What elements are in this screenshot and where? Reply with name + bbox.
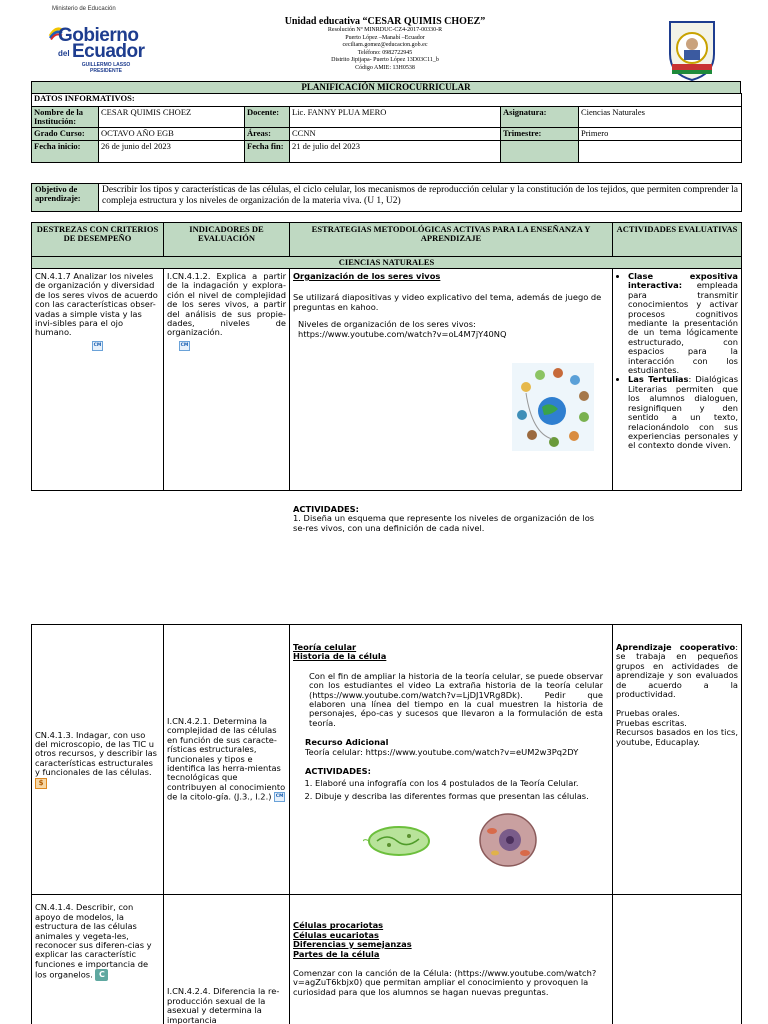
school-seal-icon xyxy=(666,18,718,82)
strategy-cell xyxy=(290,269,613,533)
skill-cell xyxy=(32,625,164,895)
start-date-value: 26 de junio del 2023 xyxy=(99,140,245,162)
strategy-text: Con el fin de ampliar la historia de la teoría celular, se puede observar con los estudiantes el video La extraña historia de la teoría celular (https://www.youtube.com/watch?v=LjDJ1VRg8Dk). Pedir que elaboren una línea del tiempo en la cual muestren la historia de personajes, épo-cas y sucesos que llevaron a la formulación de esta teoría. xyxy=(309,670,603,728)
teacher-label: Docente: xyxy=(245,106,290,127)
district-line: Distrito Jipijapa- Puerto López 13D03C11_b xyxy=(331,57,439,63)
skill-text: CN.4.1.3. Indagar, con uso del microscopio, de las TIC u otros recursos, y describir las características estructurales y funcionales de las células. xyxy=(35,729,158,778)
location-line: Puerto López –Manabí –Ecuador xyxy=(345,34,425,41)
skill-text: CN.4.1.7 Analizar los niveles de organización y diversidad de los seres vivos de acuerdo con las características obser-vadas a simple vista y las invi-sibles para el ojo humano. xyxy=(35,271,158,338)
video-link[interactable]: https://www.youtube.com/watch?v=oL4M7jY40NQ xyxy=(298,328,507,339)
amie-line: Código AMIE: 13H0538 xyxy=(355,64,415,71)
prokaryote-cell-image xyxy=(363,819,435,863)
resolution-line: Resolución Nº MINRDUC-CZ4-2017-00330-R xyxy=(327,27,443,33)
strategy-cell xyxy=(290,895,613,1024)
strategy-title-1: Teoría celular xyxy=(293,642,357,652)
cc-badge-icon: C xyxy=(95,969,108,981)
video-label: Niveles de organización de los seres vivos: xyxy=(298,319,476,330)
school-header xyxy=(250,16,520,72)
cm-badge-icon: CM xyxy=(274,792,285,802)
resource-title: Recurso Adicional xyxy=(305,737,389,748)
cm-badge-icon: CM xyxy=(92,341,103,351)
activity-item: 2. Dibuje y describa las diferentes formas que presentan las células. xyxy=(315,792,609,801)
skill-text: CN.4.1.4. Describir, con apoyo de modelos, la estructura de las células animales y vegeta-les, reconocer sus diferen-cias y explicar las característic funciones e importancia de los organelos. xyxy=(35,902,152,980)
school-name: Unidad educativa “CESAR QUIMIS CHOEZ” xyxy=(284,16,486,27)
col-header-activities: ACTIVIDADES EVALUATIVAS xyxy=(613,223,742,257)
song-text: Comenzar con la canción de la Célula: (https://www.youtube.com/watch?v=agZuT6kbjx0) que permitan ampliar el conocimiento y provoquen la curiosidad para que los alumnos se hagan nuevas preguntas. xyxy=(293,967,597,997)
objective-text: Describir los tipos y características de las células, el ciclo celular, los mecanismos de reproducción celular y la constitución de los tejidos, que permiten comprender la compleja estructura y los niveles de organización de la materia viva. (U 1, U2) xyxy=(99,184,742,212)
institution-label: Nombre de la Institución: xyxy=(32,106,99,127)
gobierno-wordmark: Gobierno xyxy=(58,25,139,46)
strategy-intro: Se utilizará diapositivas y video explicativo del tema, además de juego de preguntas en kahoo. xyxy=(293,292,602,312)
strategy-title: Organización de los seres vivos xyxy=(293,271,441,281)
eval-line: Recursos basados en los tics, youtube, Educaplay. xyxy=(616,727,738,747)
planning-table-continued xyxy=(31,624,742,1024)
end-date-value: 21 de julio del 2023 xyxy=(290,140,501,162)
info-section-label: DATOS INFORMATIVOS: xyxy=(32,93,742,106)
planning-table xyxy=(31,222,742,533)
ecuador-wordmark: Ecuador xyxy=(72,41,145,62)
topic-item: Diferencias y semejanzas xyxy=(293,939,412,950)
indicator-text: I.CN.4.2.4. Diferencia la re-producción sexual de la asexual y determina la importancia xyxy=(167,986,280,1024)
eval-1-text: empleada para transmitir conocimientos y activar procesos cognitivos mediante la presentación de un tema lógicamente estructurado, con espacios para la interacción con los estudiantes. xyxy=(628,280,738,376)
eval-text: se trabaja en pequeños grupos en actividades de aprendizaje y son evaluados de acuerdo a la productividad. xyxy=(616,651,738,700)
gobierno-del: del xyxy=(58,49,70,58)
topic-item: Células procariotas xyxy=(293,920,384,931)
skill-cell xyxy=(32,895,164,1024)
evaluation-cell xyxy=(613,895,742,1024)
organization-levels-image xyxy=(512,363,594,451)
topic-item: Células eucariotas xyxy=(293,929,379,940)
email-line: ceciliam.gomez@educacion.gob.ec xyxy=(342,42,428,48)
skill-cell xyxy=(32,269,164,491)
term-value: Primero xyxy=(579,127,742,140)
activity-1: 1. Diseña un esquema que represente los niveles de organización de los se-res vivos, con una definición de cada nivel. xyxy=(293,513,595,533)
eval-line: Pruebas orales. xyxy=(616,708,680,719)
phone-line: Teléfono: 0982722945 xyxy=(357,49,413,56)
activity-item: 1. Elaboré una infografía con los 4 postulados de la Teoría Celular. xyxy=(315,779,609,788)
objective-table xyxy=(31,183,742,212)
info-table xyxy=(31,93,742,163)
grade-value: OCTAVO AÑO EGB xyxy=(99,127,245,140)
evaluation-cell: • Clase expositiva interactiva: empleada para transmitir conocimientos y activar procesos cognitivos mediante la presentación de un tema lógicamente estructurado, con espacios para la interacción con los estudiantes. • Las Tertulias: Dialógicas Literarias permiten que los alumnos dialoguen, resignifiquen y den sentido a un texto, relacionándolo con sus experiencias personales y el contexto donde viven. xyxy=(613,269,742,491)
indicator-cell xyxy=(164,269,290,491)
activities-title: ACTIVIDADES: xyxy=(305,766,371,777)
areas-label: Áreas: xyxy=(245,127,290,140)
grade-label: Grado Curso: xyxy=(32,127,99,140)
cs-badge-icon: $ xyxy=(35,778,47,789)
president-label: GUILLERMO LASSO PRESIDENTE xyxy=(81,62,131,74)
eval-title: Aprendizaje cooperativo xyxy=(616,642,736,652)
col-header-strategies: ESTRATEGIAS METODOLÓGICAS ACTIVAS PARA LA ENSEÑANZA Y APRENDIZAJE xyxy=(290,223,613,257)
end-date-label: Fecha fin: xyxy=(245,140,290,162)
subject-band: CIENCIAS NATURALES xyxy=(32,257,742,269)
eval-line: Pruebas escritas. xyxy=(616,717,687,728)
objective-label: Objetivo de aprendizaje: xyxy=(32,184,99,212)
institution-value: CESAR QUIMIS CHOEZ xyxy=(99,106,245,127)
empty-cell xyxy=(501,140,579,162)
indicator-cell xyxy=(164,895,290,1024)
eval-1-title: Clase expositiva interactiva: xyxy=(628,271,738,291)
eval-2-text: Dialógicas Literarias permiten que los alumnos dialoguen, resignifiquen y den sentido a un texto, relacionándolo con sus experiencias personales y el contexto donde viven. xyxy=(628,374,739,451)
topic-item: Partes de la célula xyxy=(293,948,380,959)
empty-cell xyxy=(579,140,742,162)
strategy-cell xyxy=(290,625,613,895)
start-date-label: Fecha inicio: xyxy=(32,140,99,162)
strategy-title-2: Historia de la célula xyxy=(293,651,387,662)
ministry-label: Ministerio de Educación xyxy=(52,6,116,12)
eval-2-title: Las Tertulias xyxy=(628,374,689,385)
teacher-value: Lic. FANNY PLUA MERO xyxy=(290,106,501,127)
activities-title: ACTIVIDADES: xyxy=(293,504,359,514)
eukaryote-cell-image xyxy=(477,811,539,869)
cm-badge-icon: CM xyxy=(179,341,190,351)
subject-label: Asignatura: xyxy=(501,106,579,127)
indicator-text: I.CN.4.2.1. Determina la complejidad de las células en función de sus caracte-rísticas estructurales, funcionales y tipos e identifica las herra-mientas tecnológicas que contribuyen al conocimiento de la citolo-gía. (J.3., I.2.) xyxy=(167,716,286,802)
col-header-skills: DESTREZAS CON CRITERIOS DE DESEMPEÑO xyxy=(32,223,164,257)
page-title: PLANIFICACIÓN MICROCURRICULAR xyxy=(31,81,741,94)
term-label: Trimestre: xyxy=(501,127,579,140)
indicator-text: I.CN.4.1.2. Explica a partir de la indagación y explora-ción el nivel de complejidad de los seres vivos, a partir del análisis de sus propie-dades, niveles de organización. xyxy=(167,271,286,338)
resource-text: Teoría celular: https://www.youtube.com/watch?v=eUM2w3Pq2DY xyxy=(305,746,579,757)
subject-value: Ciencias Naturales xyxy=(579,106,742,127)
evaluation-cell: Aprendizaje cooperativo: se trabaja en pequeños grupos en actividades de aprendizaje y son evaluados de acuerdo a la productividad. Pruebas orales. Pruebas escritas. Recursos basados en los tics, youtube, Educaplay. xyxy=(613,625,742,895)
areas-value: CCNN xyxy=(290,127,501,140)
indicator-cell xyxy=(164,625,290,895)
col-header-indicators: INDICADORES DE EVALUACIÓN xyxy=(164,223,290,257)
